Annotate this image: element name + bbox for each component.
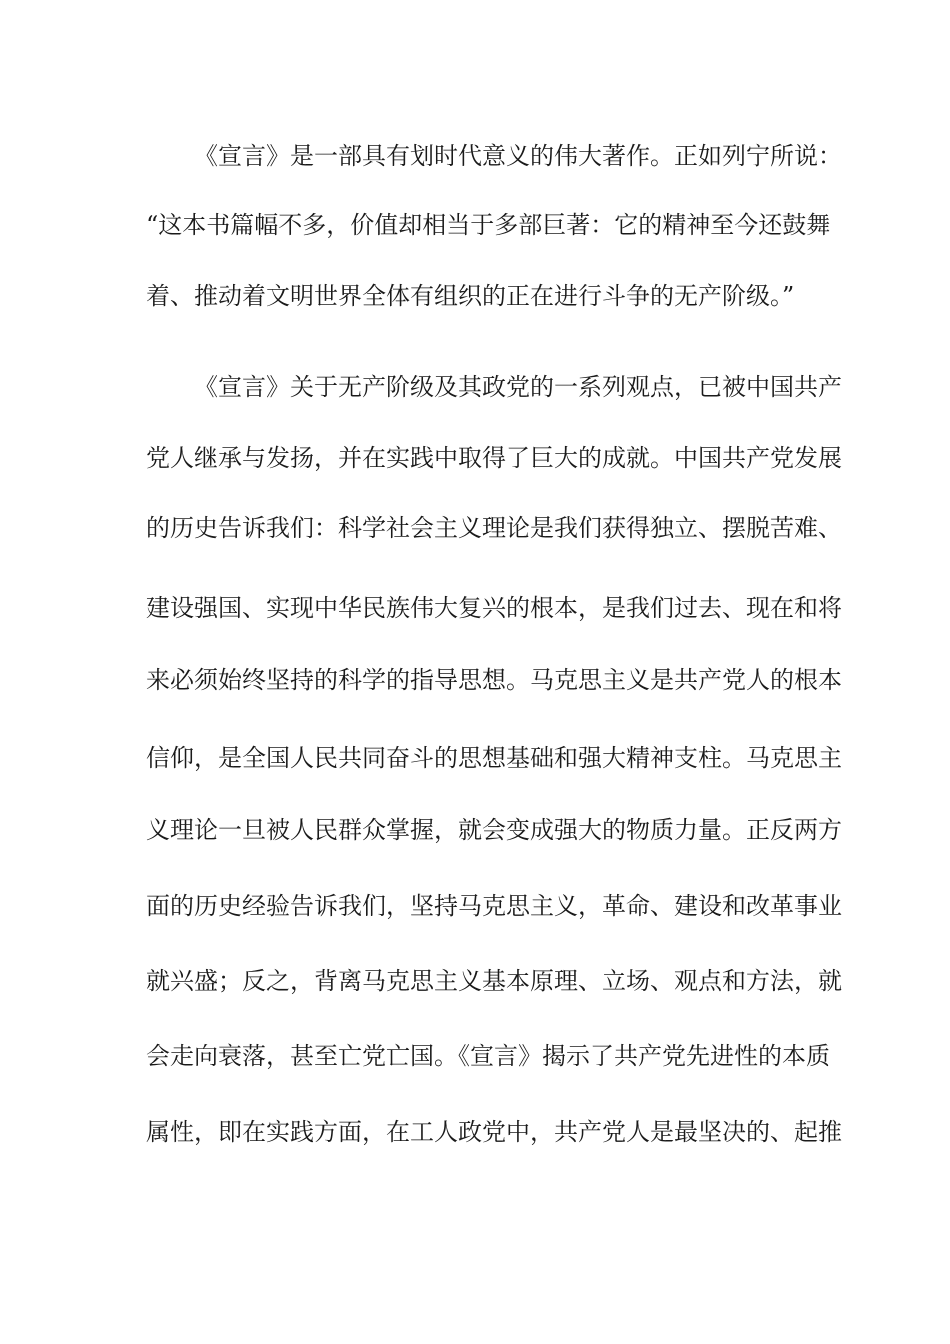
paragraph-line: 来必须始终坚持的科学的指导思想。马克思主义是共产党人的根本 <box>146 666 842 694</box>
paragraph-line: 《宣言》是一部具有划时代意义的伟大著作。正如列宁所说： <box>194 142 842 170</box>
paragraph-line: 《宣言》关于无产阶级及其政党的一系列观点，已被中国共产 <box>194 373 842 401</box>
paragraph-line: 信仰，是全国人民共同奋斗的思想基础和强大精神支柱。马克思主 <box>146 744 842 772</box>
paragraph-line: 会走向衰落，甚至亡党亡国。《宣言》揭示了共产党先进性的本质 <box>146 1042 830 1070</box>
paragraph-line: 党人继承与发扬，并在实践中取得了巨大的成就。中国共产党发展 <box>146 444 842 472</box>
paragraph-line: 的历史告诉我们：科学社会主义理论是我们获得独立、摆脱苦难、 <box>146 514 842 542</box>
paragraph-line: 就兴盛；反之，背离马克思主义基本原理、立场、观点和方法，就 <box>146 967 842 995</box>
paragraph-line: 着、推动着文明世界全体有组织的正在进行斗争的无产阶级。” <box>146 282 795 310</box>
paragraph-line: 建设强国、实现中华民族伟大复兴的根本，是我们过去、现在和将 <box>146 594 842 622</box>
paragraph-line: 义理论一旦被人民群众掌握，就会变成强大的物质力量。正反两方 <box>146 816 842 844</box>
paragraph-line: 面的历史经验告诉我们，坚持马克思主义，革命、建设和改革事业 <box>146 892 842 920</box>
paragraph-line: “这本书篇幅不多，价值却相当于多部巨著：它的精神至今还鼓舞 <box>146 211 831 239</box>
paragraph-line: 属性，即在实践方面，在工人政党中，共产党人是最坚决的、起推 <box>146 1118 842 1146</box>
